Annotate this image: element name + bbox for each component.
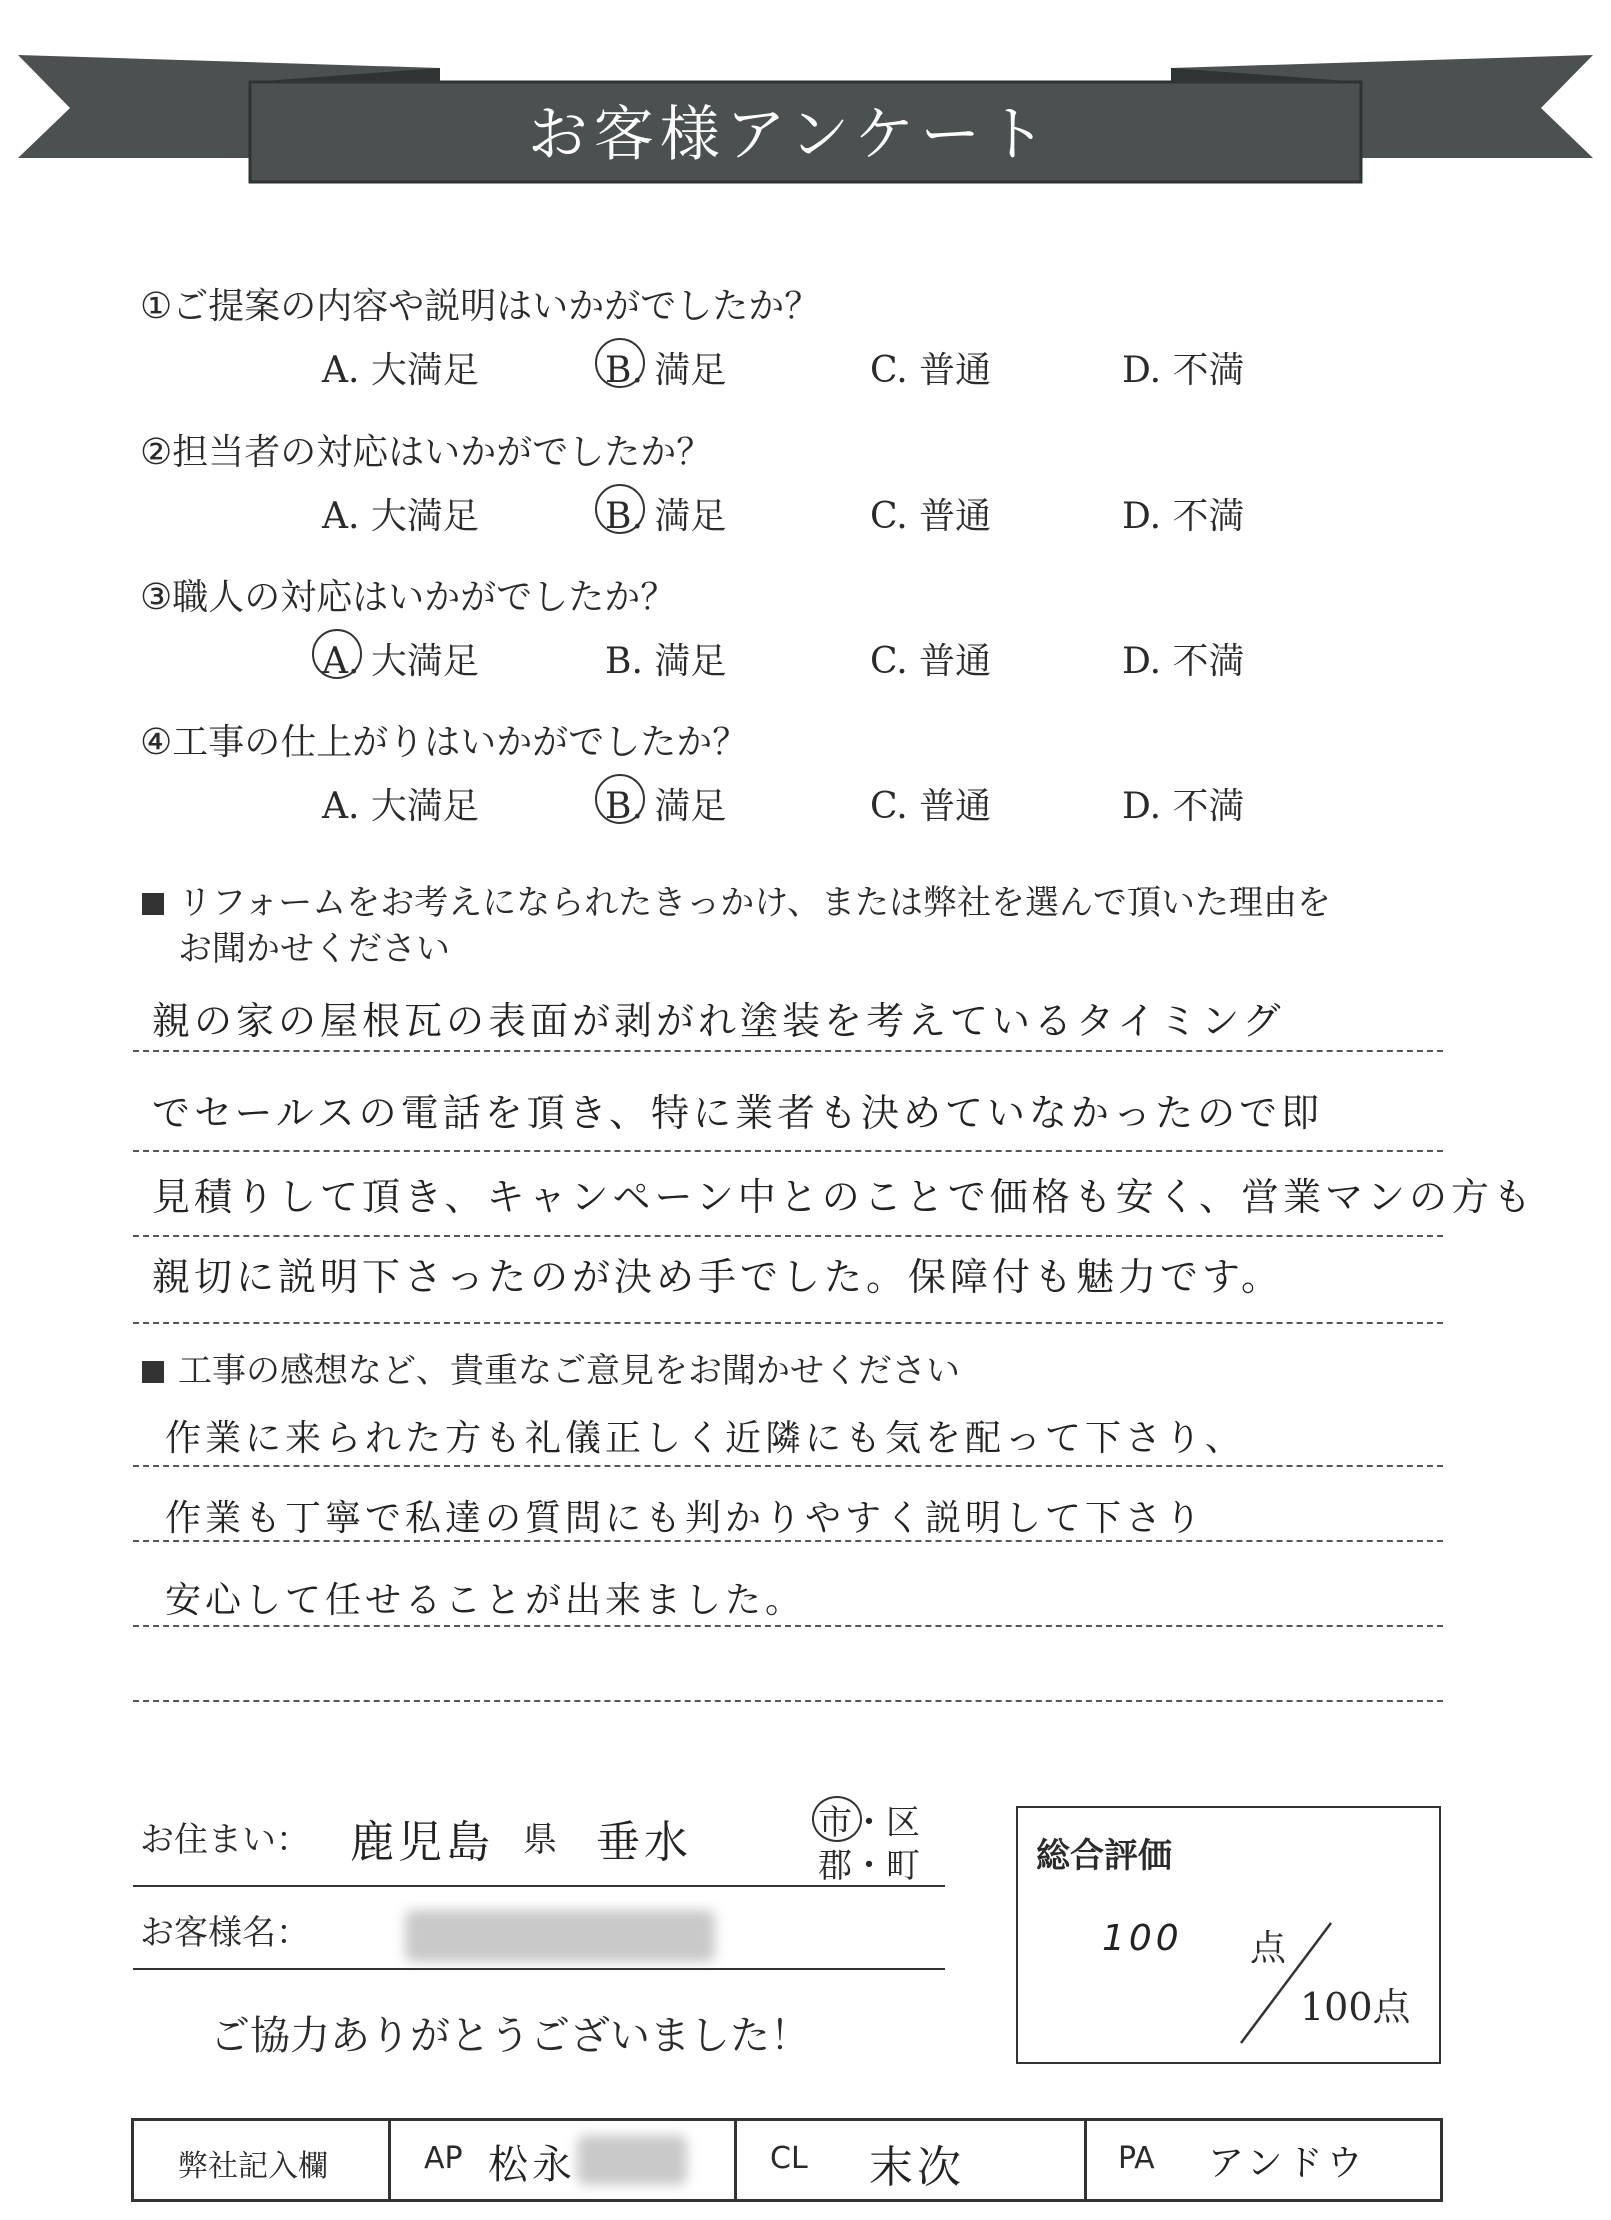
- city-type-bottom: 郡・町: [818, 1846, 920, 1886]
- reason_section-handwritten-line-3: 見積りして頂き、キャンペーン中とのことで価格も安く、営業マンの方も: [152, 1175, 1535, 1219]
- cl-value: 末次: [869, 2142, 965, 2193]
- question-2-selection-circle: [595, 484, 645, 534]
- reason_section-handwritten-line-1: 親の家の屋根瓦の表面が剥がれ塗装を考えているタイミング: [152, 999, 1285, 1043]
- cl-label: CL: [770, 2141, 808, 2176]
- rating-label: 総合評価: [1036, 1836, 1172, 1876]
- rating-score: 100: [1102, 1918, 1183, 1959]
- impression_section-handwritten-line-3: 安心して任せることが出来ました。: [165, 1580, 806, 1621]
- reason_section-ruled-line: [133, 1322, 1443, 1324]
- question-3-option-c[interactable]: C. 普通: [870, 641, 992, 682]
- city-type-top: 市・区: [818, 1803, 920, 1843]
- question-2-option-d[interactable]: D. 不満: [1122, 496, 1245, 537]
- thanks-message: ご協力ありがとうございました！: [210, 2013, 810, 2059]
- question-3-option-b[interactable]: B. 満足: [605, 641, 727, 682]
- reason_section-ruled-line: [133, 1150, 1443, 1152]
- city-type-selection-circle: [812, 1796, 862, 1842]
- reason-section-heading: リフォームをお考えになられたきっかけ、または弊社を選んで頂いた理由を お聞かせください: [142, 880, 1331, 972]
- redacted-ap-name: [577, 2135, 687, 2185]
- impression_section-ruled-line: [133, 1625, 1443, 1627]
- question-1-option-c[interactable]: C. 普通: [870, 350, 992, 391]
- impression_section-ruled-line: [133, 1465, 1443, 1467]
- reason_section-ruled-line: [133, 1050, 1443, 1052]
- question-2-text: ②担当者の対応はいかがでしたか？: [140, 432, 713, 473]
- rating-max: 100点: [1300, 1985, 1411, 2029]
- question-3-option-a[interactable]: A. 大満足: [322, 641, 479, 682]
- address-underline: [133, 1885, 945, 1887]
- impression-section-heading: 工事の感想など、貴重なご意見をお聞かせください: [142, 1348, 960, 1394]
- question-1-option-b[interactable]: B. 満足: [605, 350, 727, 391]
- impression_section-handwritten-line-2: 作業も丁寧で私達の質問にも判かりやすく説明して下さり: [165, 1498, 1206, 1539]
- question-4-option-a[interactable]: A. 大満足: [322, 786, 479, 827]
- city-value: 垂水: [596, 1817, 692, 1868]
- overall-rating-box: [1016, 1806, 1441, 2064]
- question-4-option-c[interactable]: C. 普通: [870, 786, 992, 827]
- question-1-option-d[interactable]: D. 不満: [1122, 350, 1245, 391]
- staff-record-table: [131, 2118, 1443, 2202]
- question-4-option-b[interactable]: B. 満足: [605, 786, 727, 827]
- reason_section-handwritten-line-2: でセールスの電話を頂き、特に業者も決めていなかったので即: [152, 1091, 1324, 1135]
- redacted-customer-name: [405, 1910, 715, 1962]
- prefecture-value: 鹿児島: [350, 1817, 494, 1868]
- question-1-selection-circle: [595, 338, 645, 388]
- page-title: お客様アンケート: [527, 100, 1053, 170]
- question-3-text: ③職人の対応はいかがでしたか？: [140, 577, 677, 618]
- reason_section-handwritten-line-4: 親切に説明下さったのが決め手でした。保障付も魅力です。: [152, 1255, 1283, 1299]
- question-2-option-b[interactable]: B. 満足: [605, 496, 727, 537]
- name-underline: [133, 1968, 945, 1970]
- prefecture-suffix: 県: [523, 1820, 557, 1860]
- question-4-option-d[interactable]: D. 不満: [1122, 786, 1245, 827]
- question-2-option-a[interactable]: A. 大満足: [322, 496, 479, 537]
- ap-label: AP: [424, 2141, 463, 2176]
- customer-name-label: お客様名：: [140, 1913, 310, 1953]
- question-3-option-d[interactable]: D. 不満: [1122, 641, 1245, 682]
- ap-value: 松永: [488, 2142, 576, 2188]
- question-1-option-a[interactable]: A. 大満足: [322, 350, 479, 391]
- question-2-option-c[interactable]: C. 普通: [870, 496, 992, 537]
- impression_section-ruled-line: [133, 1700, 1443, 1702]
- address-label: お住まい：: [140, 1820, 310, 1860]
- reason_section-ruled-line: [133, 1235, 1443, 1237]
- pa-label: PA: [1118, 2141, 1155, 2176]
- question-3-selection-circle: [312, 629, 362, 679]
- question-4-selection-circle: [595, 774, 645, 824]
- rating-score-unit: 点: [1250, 1928, 1287, 1969]
- question-4-text: ④工事の仕上がりはいかがでしたか？: [140, 722, 749, 763]
- square-bullet-icon: [142, 1361, 164, 1383]
- question-1-text: ①ご提案の内容や説明はいかがでしたか？: [140, 286, 821, 327]
- impression_section-handwritten-line-1: 作業に来られた方も礼儀正しく近隣にも気を配って下さり、: [165, 1418, 1246, 1459]
- square-bullet-icon: [142, 893, 164, 915]
- staff-table-header: 弊社記入欄: [178, 2149, 328, 2184]
- pa-value: アンドウ: [1208, 2143, 1367, 2184]
